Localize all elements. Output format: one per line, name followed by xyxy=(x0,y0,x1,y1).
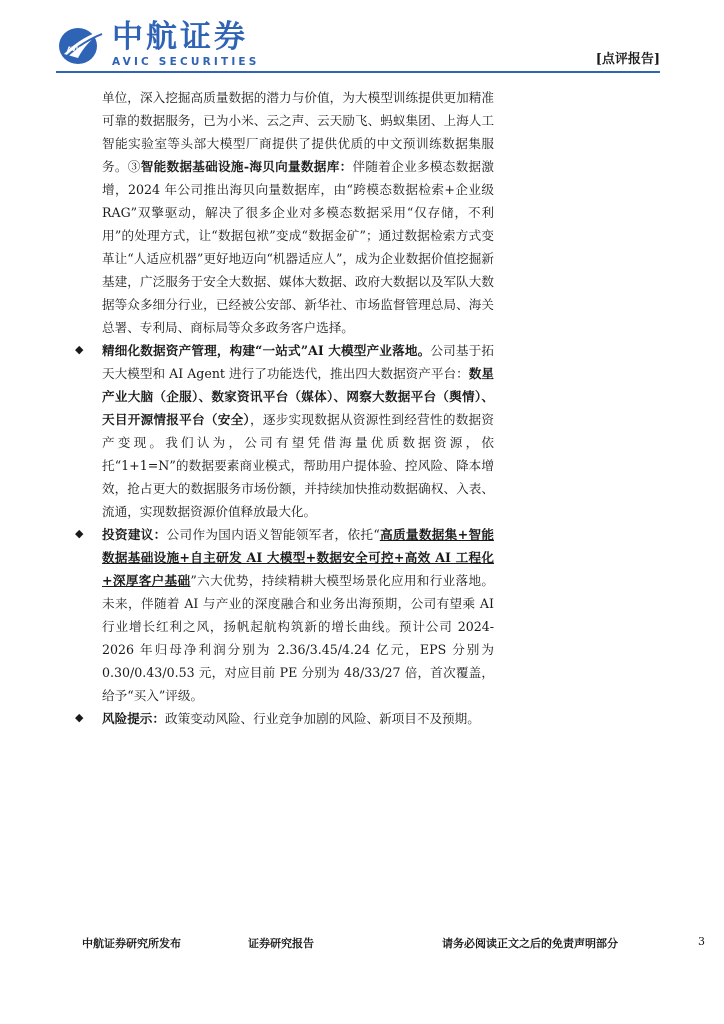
paragraph-text: 伴随着企业多模态数据激增，2024 年公司推出海贝向量数据库，由“跨模态数据检索+企业级 RAG”双擎驱动，解决了很多企业对多模态数据采用“仅存储，不利用”的处理方式，让“数据包袱”变成“数据金矿”；通过数据检索方式变革让“人适应机器”更好地迈向“机器适应人”，成为企业数据价值挖掘新基建，广泛服务于安全大数据、媒体大数据、政府大数据以及军队大数据等众多细分行业，已经被公安部、新华社、市场监督管理总局、海关总署、专利局、商标局等众多政务客户选择。 xyxy=(102,159,495,335)
bullet-text: ，逐步实现数据从资源性到经营性的数据资产变现。我们认为，公司有望凭借海量优质数据资源，依托“1+1=N”的数据要素商业模式，帮助用户提体验、控风险、降本增效，抢占更大的数据服务市场份额，并持续加快推动数据确权、入表、流通，实现数据资源价值释放最大化。 xyxy=(102,412,495,519)
bullet-investment-advice xyxy=(75,523,494,707)
page-header xyxy=(0,0,724,80)
bullet-text: 公司基于拓天大模型和 AI Agent 进行了功能迭代，推出四大数据资产平台： xyxy=(102,343,494,381)
report-type-label: [点评报告] xyxy=(595,52,660,67)
paragraph-bold-heading: 智能数据基础设施-海贝向量数据库： xyxy=(140,159,353,174)
paragraph-data-services xyxy=(102,86,494,339)
bullet-heading: 精细化数据资产管理，构建“一站式”AI 大模型产业落地。 xyxy=(102,343,431,358)
paragraph-text: 单位，深入挖掘高质量数据的潜力与价值，为大模型训练提供更加精准可靠的数据服务，已为小米、云之声、云天励飞、蚂蚁集团、上海人工智能实验室等头部大模型厂商提供了提供优质的中文预训练数据集服务。③ xyxy=(102,90,494,174)
bullet-text: 公司作为国内语义智能领军者，依托“ xyxy=(166,527,380,542)
brand-name-cn: 中航证券 xyxy=(112,19,248,55)
footer-publisher: 中航证券研究所发布 xyxy=(82,937,181,950)
diamond-bullet-icon: ◆ xyxy=(75,343,84,356)
footer-report-label: 证券研究报告 xyxy=(248,937,314,950)
bullet-underlined-text: 高质量数据集+智能数据基础设施+自主研发 AI 大模型+数据安全可控+高效 AI 工程化+深厚客户基础 xyxy=(102,527,494,588)
bullet-text: ”六大优势，持续精耕大模型场景化应用和行业落地。未来，伴随着 AI 与产业的深度融合和业务出海预期，公司有望乘 AI 行业增长红利之风，扬帆起航构筑新的增长曲线。预计公司 2024-2026 年归母净利润分别为 2.36/3.45/4.24 亿元，EPS 分别为 0.30/0.43/0.53 元，对应目前 PE 分别为 48/33/27 倍，首次覆盖，给予“买入”评级。 xyxy=(102,573,494,703)
brand-name-en: AVIC SECURITIES xyxy=(112,56,260,68)
avic-logo-icon xyxy=(56,24,106,66)
diamond-bullet-icon: ◆ xyxy=(75,527,84,540)
diamond-bullet-icon: ◆ xyxy=(75,711,84,724)
header-divider xyxy=(56,71,660,73)
page-footer xyxy=(0,935,724,965)
bullet-data-asset-management xyxy=(75,339,495,523)
bullet-heading: 投资建议： xyxy=(102,527,167,542)
logo-emblem-text: AVIC xyxy=(67,46,83,53)
page-number: 3 xyxy=(698,935,705,948)
report-body xyxy=(75,86,495,730)
bullet-risk-warning xyxy=(75,707,494,730)
bullet-text: 政策变动风险、行业竞争加剧的风险、新项目不及预期。 xyxy=(164,711,480,726)
footer-disclaimer: 请务必阅读正文之后的免责声明部分 xyxy=(442,937,618,950)
bullet-bold-text: 数星产业大脑（企服）、数家资讯平台（媒体）、网察大数据平台（舆情）、天目开源情报平台（安全） xyxy=(102,366,494,427)
bullet-heading: 风险提示： xyxy=(102,711,165,726)
